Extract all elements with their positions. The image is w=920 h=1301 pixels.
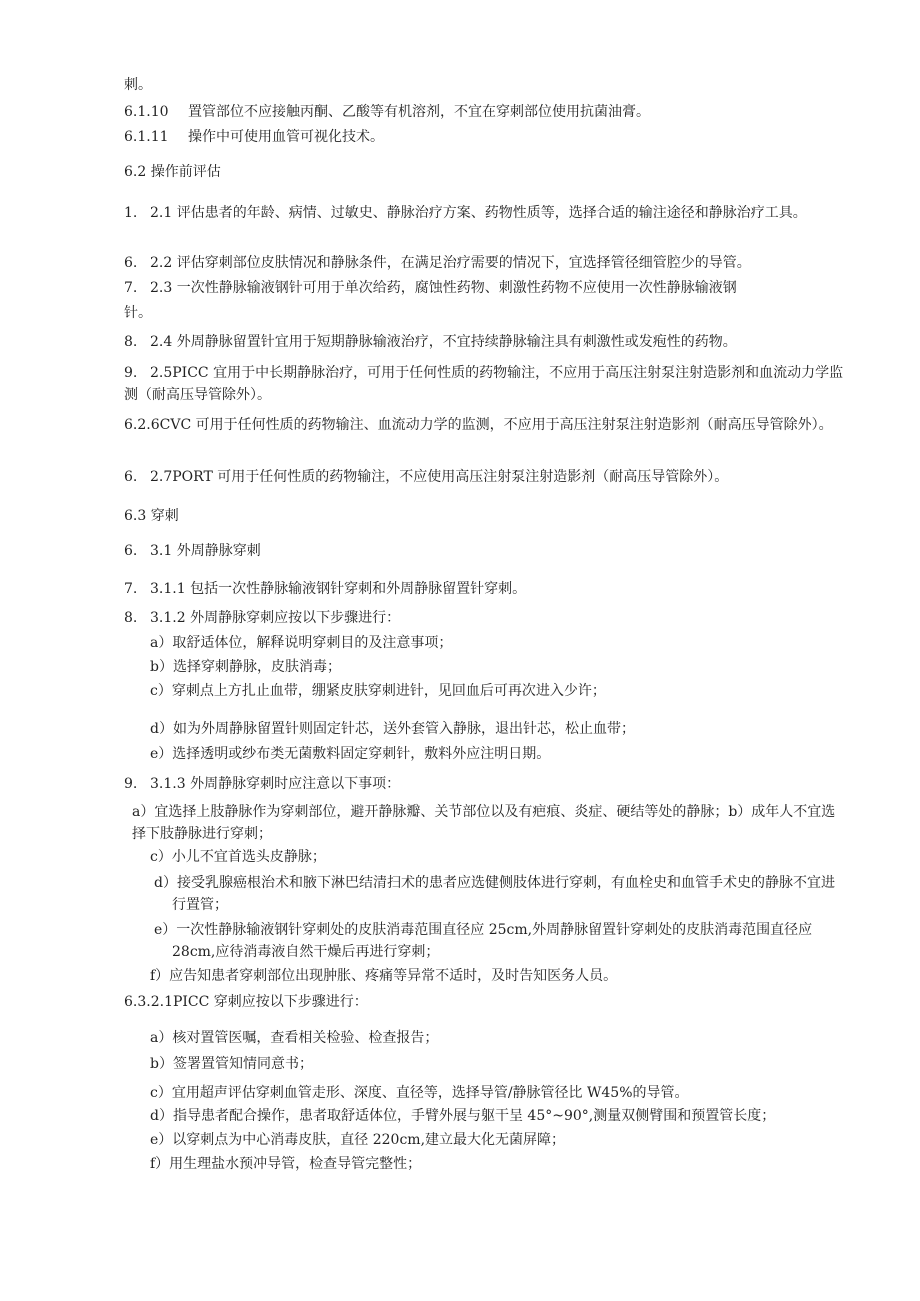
step-item: b）选择穿刺静脉，皮肤消毒； [150, 659, 341, 675]
note-item: e）一次性静脉输液钢针穿刺处的皮肤消毒范围直径应 25cm,外周静脉留置针穿刺处的皮肤消毒范围直径应 28cm,应待消毒液自然干燥后再进行穿刺； [154, 922, 813, 960]
list-number: 8. [124, 334, 138, 350]
clause-text: 3.1.3 外周静脉穿刺时应注意以下事项： [150, 776, 401, 792]
clause-text: 2.1 评估患者的年龄、病情、过敏史、静脉治疗方案、药物性质等，选择合适的输注途径和静脉治疗工具。 [150, 205, 807, 221]
clause-6-2-7 [124, 466, 848, 488]
clause-6-3-1-2 [124, 607, 848, 629]
clause-6-3-1-1 [124, 578, 848, 600]
clause-text: 2.5PICC 宜用于中长期静脉治疗，可用于任何性质的药物输注，不应用于高压注射泵注射造影剂和血流动力学监测（耐高压导管除外）。 [124, 365, 844, 403]
list-number: 7. [124, 581, 138, 597]
clause-6-2-1 [124, 202, 848, 224]
list-number: 9. [124, 776, 138, 792]
clause-6-2-4 [124, 331, 848, 353]
line-continuation: 刺。 [124, 77, 152, 93]
step-item: d）如为外周静脉留置针则固定针芯，送外套管入静脉，退出针芯，松止血带； [150, 721, 635, 737]
step-item: a）取舒适体位，解释说明穿刺目的及注意事项； [150, 635, 453, 651]
clause-number: 6.1.11 [124, 129, 169, 145]
clause-text: 3.1 外周静脉穿刺 [150, 543, 261, 559]
list-number: 6. [124, 255, 138, 271]
clause-6-2-3 [124, 277, 848, 299]
clause-text: 2.7PORT 可用于任何性质的药物输注，不应使用高压注射泵注射造影剂（耐高压导管除外）。 [150, 469, 729, 485]
section-heading-6-3: 6.3 穿刺 [124, 508, 179, 524]
list-number: 9. [124, 365, 138, 381]
section-heading-6-2: 6.2 操作前评估 [124, 164, 221, 180]
step-item: f）用生理盐水预冲导管，检查导管完整性； [150, 1156, 422, 1172]
clause-text: 2.2 评估穿刺部位皮肤情况和静脉条件，在满足治疗需要的情况下，宜选择管径细管腔少的导管。 [150, 255, 751, 271]
clause-text: 2.4 外周静脉留置针宜用于短期静脉输液治疗，不宜持续静脉输注具有刺激性或发疱性的药物。 [150, 334, 737, 350]
note-item: a）宜选择上肢静脉作为穿刺部位，避开静脉瓣、关节部位以及有疤痕、炎症、硬结等处的静脉；b）成年人不宜选择下肢静脉进行穿刺； [132, 804, 836, 842]
list-number: 1. [124, 205, 138, 221]
list-number: 8. [124, 610, 138, 626]
clause-text: 操作中可使用血管可视化技术。 [188, 129, 384, 145]
note-item: c）小儿不宜首选头皮静脉； [150, 849, 326, 865]
clause-6-3-1 [124, 540, 848, 562]
clause-number: 6.1.10 [124, 104, 169, 120]
clause-text: 3.1.2 外周静脉穿刺应按以下步骤进行： [150, 610, 401, 626]
list-number: 7. [124, 280, 138, 296]
step-item: d）指导患者配合操作，患者取舒适体位，手臂外展与躯干呈 45°~90°,测量双侧臂围和预置管长度； [150, 1108, 776, 1124]
clause-6-2-6: 6.2.6CVC 可用于任何性质的药物输注、血流动力学的监测，不应用于高压注射泵注射造影剂（耐高压导管除外）。 [124, 417, 833, 433]
step-item: c）宜用超声评估穿刺血管走形、深度、直径等，选择导管/静脉管径比 W45%的导管。 [150, 1085, 689, 1101]
list-number: 6. [124, 469, 138, 485]
clause-6-3-1-3 [124, 773, 848, 795]
clause-text: 置管部位不应接触丙酮、乙酸等有机溶剂，不宜在穿刺部位使用抗菌油膏。 [188, 104, 650, 120]
note-item: f）应告知患者穿刺部位出现肿胀、疼痛等异常不适时，及时告知医务人员。 [150, 968, 618, 984]
clause-6-2-5 [124, 362, 848, 406]
step-item: c）穿刺点上方扎止血带，绷紧皮肤穿刺进针，见回血后可再次进入少许； [150, 683, 606, 699]
clause-6-2-2 [124, 252, 848, 274]
clause-6-3-2-1: 6.3.2.1PICC 穿刺应按以下步骤进行： [124, 994, 368, 1010]
clause-6-1-10 [124, 101, 848, 123]
step-item: a）核对置管医嘱，查看相关检验、检查报告； [150, 1030, 439, 1046]
note-item: d）接受乳腺癌根治术和腋下淋巴结清扫术的患者应选健侧肢体进行穿刺，有血栓史和血管手术史的静脉不宜进行置管； [154, 875, 835, 913]
clause-6-2-3-continued: 针。 [124, 305, 152, 321]
clause-text: 3.1.1 包括一次性静脉输液钢针穿刺和外周静脉留置针穿刺。 [150, 581, 527, 597]
clause-6-1-11 [124, 126, 848, 148]
step-item: e）以穿刺点为中心消毒皮肤，直径 220cm,建立最大化无菌屏障； [150, 1132, 566, 1148]
step-item: e）选择透明或纱布类无菌敷料固定穿刺针，敷料外应注明日期。 [150, 746, 551, 762]
list-number: 6. [124, 543, 138, 559]
clause-text: 2.3 一次性静脉输液钢针可用于单次给药，腐蚀性药物、刺激性药物不应使用一次性静脉输液钢 [150, 280, 737, 296]
step-item: b）签署置管知情同意书； [150, 1056, 313, 1072]
